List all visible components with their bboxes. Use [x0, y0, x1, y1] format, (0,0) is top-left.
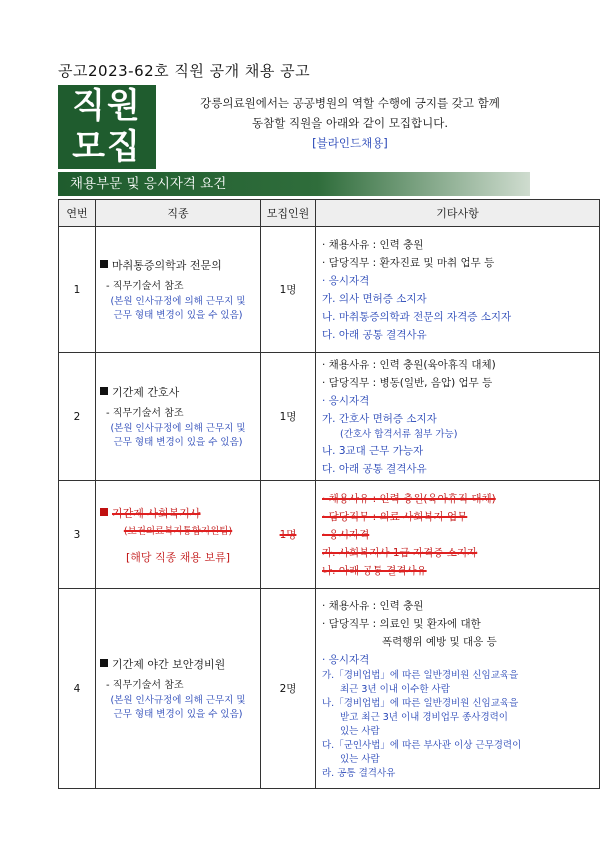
- row-num: 1: [59, 227, 96, 353]
- etc-line: 나. 3교대 근무 가능자: [322, 444, 424, 457]
- etc-line: 가. 사회복지사 1급 자격증 소지자: [322, 546, 478, 559]
- row-count: 1명: [261, 353, 316, 481]
- job-note-2: 근무 형태 변경이 있을 수 있음): [113, 708, 243, 720]
- etc-line: · 채용사유 : 인력 충원: [322, 599, 424, 612]
- row-etc: [316, 227, 600, 353]
- etc-line: 나. 아래 공통 결격사유: [322, 564, 427, 577]
- etc-line: 가. 의사 면허증 소지자: [322, 292, 427, 305]
- etc-line: 가.「경비업법」에 따른 일반경비원 신임교육을: [322, 669, 519, 681]
- square-bullet-icon: [100, 508, 108, 516]
- job-sub: (보건의료복지통합지원팀): [123, 525, 233, 537]
- header-etc: 기타사항: [316, 200, 600, 227]
- table-header-row: [59, 200, 600, 227]
- hold-notice: [해당 직종 채용 보류]: [125, 550, 231, 564]
- badge-line-1: 직원: [72, 86, 142, 126]
- header-num: 연번: [59, 200, 96, 227]
- etc-line: · 담당직무 : 병동(일반, 음압) 업무 등: [322, 376, 493, 389]
- row-job: [96, 481, 261, 589]
- job-sub: - 직무기술서 참조: [106, 407, 184, 419]
- job-sub: - 직무기술서 참조: [106, 679, 184, 691]
- document-title: 공고2023-62호 직원 공개 채용 공고: [58, 62, 311, 80]
- table-row: [59, 589, 600, 789]
- row-count: 1명: [261, 227, 316, 353]
- row-count: 2명: [261, 589, 316, 789]
- row-job: [96, 589, 261, 789]
- etc-line: 다.「군인사법」에 따른 부사관 이상 근무경력이: [322, 739, 522, 751]
- etc-line: 나.「경비업법」에 따른 일반경비원 신임교육을: [322, 697, 519, 709]
- etc-line: 가. 간호사 면허증 소지자: [322, 412, 437, 425]
- etc-line: 받고 최근 3년 이내 경비업무 종사경력이: [340, 711, 508, 723]
- recruit-badge: [58, 85, 156, 169]
- row-count: [261, 481, 316, 589]
- job-title: 마취통증의학과 전문의: [112, 258, 222, 272]
- square-bullet-icon: [100, 659, 108, 667]
- intro-line-2: 동참할 직원을 아래와 같이 모집합니다.: [251, 116, 449, 130]
- row-etc: [316, 481, 600, 589]
- row-job: [96, 353, 261, 481]
- count-value: 1명: [279, 529, 297, 541]
- job-title: 기간제 야간 보안경비원: [112, 657, 226, 671]
- row-etc: [316, 353, 600, 481]
- etc-line: 있는 사람: [340, 725, 380, 737]
- table-row: [59, 481, 600, 589]
- recruit-table: [58, 199, 600, 789]
- job-note-1: (본원 인사규정에 의해 근무지 및: [110, 694, 246, 706]
- job-note-2: 근무 형태 변경이 있을 수 있음): [113, 436, 243, 448]
- etc-line: 최근 3년 이내 이수한 사람: [340, 683, 450, 695]
- header-count: 모집인원: [261, 200, 316, 227]
- header-job: 직종: [96, 200, 261, 227]
- etc-line: · 담당직무 : 환자진료 및 마취 업무 등: [322, 256, 495, 269]
- square-bullet-icon: [100, 260, 108, 268]
- etc-line: 라. 공통 결격사유: [322, 767, 396, 779]
- job-title: 기간제 간호사: [112, 385, 180, 399]
- etc-line: · 응시자격: [322, 274, 370, 287]
- job-note-1: (본원 인사규정에 의해 근무지 및: [110, 422, 246, 434]
- row-num: 3: [59, 481, 96, 589]
- etc-line: · 담당직무 : 의료인 및 환자에 대한: [322, 617, 481, 630]
- square-bullet-icon: [100, 387, 108, 395]
- etc-line: 있는 사람: [340, 753, 380, 765]
- etc-line: 폭력행위 예방 및 대응 등: [382, 635, 497, 648]
- table-row: [59, 227, 600, 353]
- etc-line: · 응시자격: [322, 528, 370, 541]
- etc-line: · 응시자격: [322, 653, 370, 666]
- row-num: 4: [59, 589, 96, 789]
- etc-line: · 응시자격: [322, 394, 370, 407]
- etc-line: 다. 아래 공통 결격사유: [322, 328, 427, 341]
- job-note-1: (본원 인사규정에 의해 근무지 및: [110, 295, 246, 307]
- table-row: [59, 353, 600, 481]
- etc-line: 다. 아래 공통 결격사유: [322, 462, 427, 475]
- row-num: 2: [59, 353, 96, 481]
- etc-line: (간호사 합격서류 첨부 가능): [340, 428, 458, 440]
- job-title: 기간제 사회복지사: [112, 506, 201, 520]
- row-etc: [316, 589, 600, 789]
- etc-line: · 채용사유 : 인력 충원(육아휴직 대체): [322, 358, 496, 371]
- job-note-2: 근무 형태 변경이 있을 수 있음): [113, 309, 243, 321]
- etc-line: · 담당직무 : 의료 사회복지 업무: [322, 510, 468, 523]
- blind-recruit-label: [블라인드채용]: [312, 136, 388, 150]
- etc-line: · 채용사유 : 인력 충원: [322, 238, 424, 251]
- badge-line-2: 모집: [72, 127, 142, 167]
- intro-line-1: 강릉의료원에서는 공공병원의 역할 수행에 긍지를 갖고 함께: [200, 96, 500, 110]
- job-sub: - 직무기술서 참조: [106, 280, 184, 292]
- section-title-bar: 채용부문 및 응시자격 요건: [58, 172, 530, 196]
- row-job: [96, 227, 261, 353]
- etc-line: · 채용사유 : 인력 충원(육아휴직 대체): [322, 492, 496, 505]
- intro-text: [170, 93, 530, 153]
- etc-line: 나. 마취통증의학과 전문의 자격증 소지자: [322, 310, 512, 323]
